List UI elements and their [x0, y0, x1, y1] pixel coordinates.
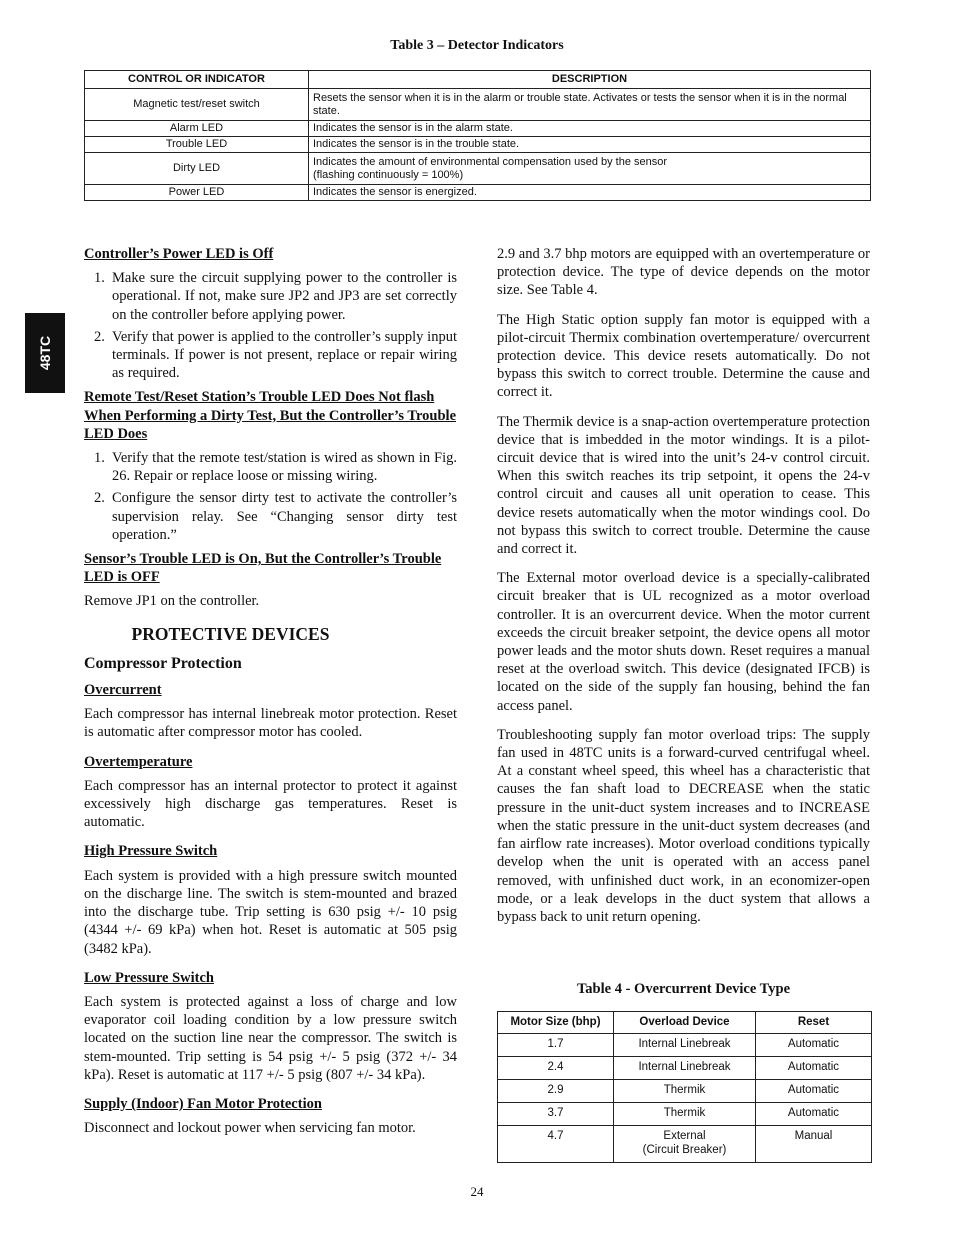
- table-row: [85, 153, 871, 185]
- device-cell: Thermik: [614, 1080, 756, 1103]
- list-item: 1. Make sure the circuit supplying power to the controller is operational. If not, make sure JP2 and JP3 are set correctly on the controller before applying power.: [94, 270, 457, 323]
- list-item: 2. Configure the sensor dirty test to activate the controller’s supervision relay. See “Changing sensor dirty test operation.”: [94, 490, 457, 543]
- heading-remote-trouble-led: Remote Test/Reset Station’s Trouble LED Does Not flash When Performing a Dirty Test, But the Controller’s Trouble LED Does: [84, 389, 457, 442]
- device-line: External: [663, 1130, 706, 1142]
- table-row: [498, 1080, 872, 1103]
- description-line: (flashing continuously = 100%): [313, 168, 464, 181]
- paragraph: Each compressor has internal linebreak motor protection. Reset is automatic after compressor motor has cooled.: [84, 706, 457, 741]
- table-row: [498, 1103, 872, 1126]
- heading-overtemperature: Overtemperature: [84, 753, 193, 770]
- table-4-title: Table 4 - Overcurrent Device Type: [576, 981, 791, 997]
- size-cell: 1.7: [498, 1034, 614, 1057]
- paragraph: Each system is provided with a high pressure switch mounted on the discharge line. The switch is stem-mounted and brazed into the discharge tube. Trip setting is 630 psig +/- 10 psig (4344 +/- 69 kPa) when hot. Reset is automatic at 505 psig (3482 kPa).: [84, 867, 457, 957]
- remote-trouble-steps: [84, 449, 457, 544]
- power-led-steps: [84, 269, 457, 382]
- reset-cell: Automatic: [756, 1103, 872, 1126]
- description-cell: Indicates the sensor is in the trouble state.: [309, 137, 871, 153]
- device-cell: Internal Linebreak: [614, 1057, 756, 1080]
- paragraph: 2.9 and 3.7 bhp motors are equipped with an overtemperature or protection device. The type of device depends on the motor size. See Table 4.: [497, 246, 870, 299]
- table-header-row: [85, 71, 871, 89]
- heading-sensor-trouble-led: Sensor’s Trouble LED is On, But the Controller’s Trouble LED is OFF: [84, 551, 442, 586]
- paragraph: Remove JP1 on the controller.: [84, 593, 260, 610]
- control-cell: Dirty LED: [85, 153, 309, 185]
- control-cell: Alarm LED: [85, 121, 309, 137]
- heading-high-pressure-switch: High Pressure Switch: [84, 843, 218, 860]
- description-cell: [309, 153, 871, 185]
- table-row: [85, 121, 871, 137]
- section-title: PROTECTIVE DEVICES: [131, 623, 330, 644]
- paragraph: Troubleshooting supply fan motor overload trips: The supply fan used in 48TC units is a forward-curved centrifugal wheel. At a constant wheel speed, this wheel has a characteristic that causes the fan shaft load to DECREASE when the static pressure in the unit-duct system increases and to INCREASE when the static pressure in the unit-duct system decreases (and fan airflow rate increases). Motor overload conditions typically develop when the unit is operated with an access panel removed, with unfinished duct work, in an economizer-open mode, or a leak develops in the duct system that allows a bypass back to unit return opening.: [497, 726, 870, 925]
- reset-cell: Manual: [756, 1126, 872, 1163]
- device-cell: [614, 1126, 756, 1163]
- overcurrent-device-table: [497, 1011, 872, 1163]
- heading-power-led-off: Controller’s Power LED is Off: [84, 246, 274, 262]
- table-row: [85, 185, 871, 201]
- device-cell: Internal Linebreak: [614, 1034, 756, 1057]
- table-row: [85, 89, 871, 121]
- paragraph: Each compressor has an internal protector to protect it against excessively high discharge gas temperatures. Reset is automatic.: [84, 777, 457, 831]
- column-header-reset: Reset: [756, 1012, 872, 1034]
- description-line: Indicates the amount of environmental compensation used by the sensor: [313, 155, 668, 168]
- table-row: [85, 137, 871, 153]
- table-row: [498, 1126, 872, 1163]
- page-number: 24: [470, 1184, 484, 1199]
- list-item: 2. Verify that power is applied to the controller’s supply input terminals. If power is not present, replace or repair wiring as required.: [94, 328, 457, 382]
- control-cell: Trouble LED: [85, 137, 309, 153]
- control-cell: Magnetic test/reset switch: [85, 89, 309, 121]
- subsection-title: Compressor Protection: [84, 654, 242, 672]
- detector-indicators-table: [84, 70, 871, 201]
- column-header-control: CONTROL OR INDICATOR: [85, 71, 309, 89]
- reset-cell: Automatic: [756, 1057, 872, 1080]
- description-cell: Indicates the sensor is in the alarm state.: [309, 121, 871, 137]
- size-cell: 2.9: [498, 1080, 614, 1103]
- column-header-motor-size: Motor Size (bhp): [498, 1012, 614, 1034]
- paragraph: The Thermik device is a snap-action overtemperature protection device that is imbedded in the motor windings. It is a pilot-circuit device that is wired into the unit’s 24-v control circuit. When this switch reaches its trip setpoint, it opens the 24-v control circuit and causes all unit operation to cease. This device resets automatically when the motor windings cool. Do not bypass this switch to correct trouble. Determine the cause and correct it.: [497, 413, 870, 558]
- paragraph: The High Static option supply fan motor is equipped with a pilot-circuit Thermix combination overtemperature/ overcurrent protection device. This device resets automatically. Do not bypass this switch to correct trouble. Determine the cause and correct it.: [497, 311, 870, 401]
- device-cell: Thermik: [614, 1103, 756, 1126]
- size-cell: 2.4: [498, 1057, 614, 1080]
- list-item: 1. Verify that the remote test/station is wired as shown in Fig. 26. Repair or replace loose or missing wiring.: [94, 450, 457, 485]
- heading-fan-motor-protection: Supply (Indoor) Fan Motor Protection: [84, 1095, 322, 1112]
- left-column: [84, 245, 457, 1148]
- table-header-row: [498, 1012, 872, 1034]
- table-row: [498, 1034, 872, 1057]
- paragraph: Each system is protected against a loss of charge and low evaporator coil loading condition by a low pressure switch located on the suction line near the compressor. The switch is stem-mounted. Trip setting is 54 psig +/- 5 psig (372 +/- 34 kPa). Reset is automatic at 117 +/- 5 psig (807 +/- 34 kPa).: [84, 993, 457, 1083]
- right-column: [497, 245, 870, 937]
- description-cell: Indicates the sensor is energized.: [309, 185, 871, 201]
- reset-cell: Automatic: [756, 1080, 872, 1103]
- section-side-tab: [25, 313, 65, 393]
- size-cell: 3.7: [498, 1103, 614, 1126]
- device-line: (Circuit Breaker): [642, 1144, 727, 1156]
- size-cell: 4.7: [498, 1126, 614, 1163]
- paragraph: The External motor overload device is a specially-calibrated circuit breaker that is UL recognized as a motor overload controller. It is an overcurrent device. When the motor current exceeds the circuit breaker setpoint, the device opens all motor power leads and the motor shuts down. Reset requires a manual reset at the overload switch. This device (designated IFCB) is located on the side of the supply fan housing, behind the fan access panel.: [497, 570, 870, 714]
- control-cell: Power LED: [85, 185, 309, 201]
- side-tab-label: 48TC: [36, 335, 53, 371]
- column-header-overload-device: Overload Device: [614, 1012, 756, 1034]
- table-row: [498, 1057, 872, 1080]
- heading-low-pressure-switch: Low Pressure Switch: [84, 969, 214, 986]
- table-3-title: Table 3 – Detector Indicators: [390, 38, 564, 53]
- heading-overcurrent: Overcurrent: [84, 682, 162, 699]
- reset-cell: Automatic: [756, 1034, 872, 1057]
- paragraph: Disconnect and lockout power when servicing fan motor.: [84, 1120, 416, 1137]
- description-cell: Resets the sensor when it is in the alarm or trouble state. Activates or tests the sensor when it is in the normal state.: [309, 89, 871, 121]
- column-header-description: DESCRIPTION: [309, 71, 871, 89]
